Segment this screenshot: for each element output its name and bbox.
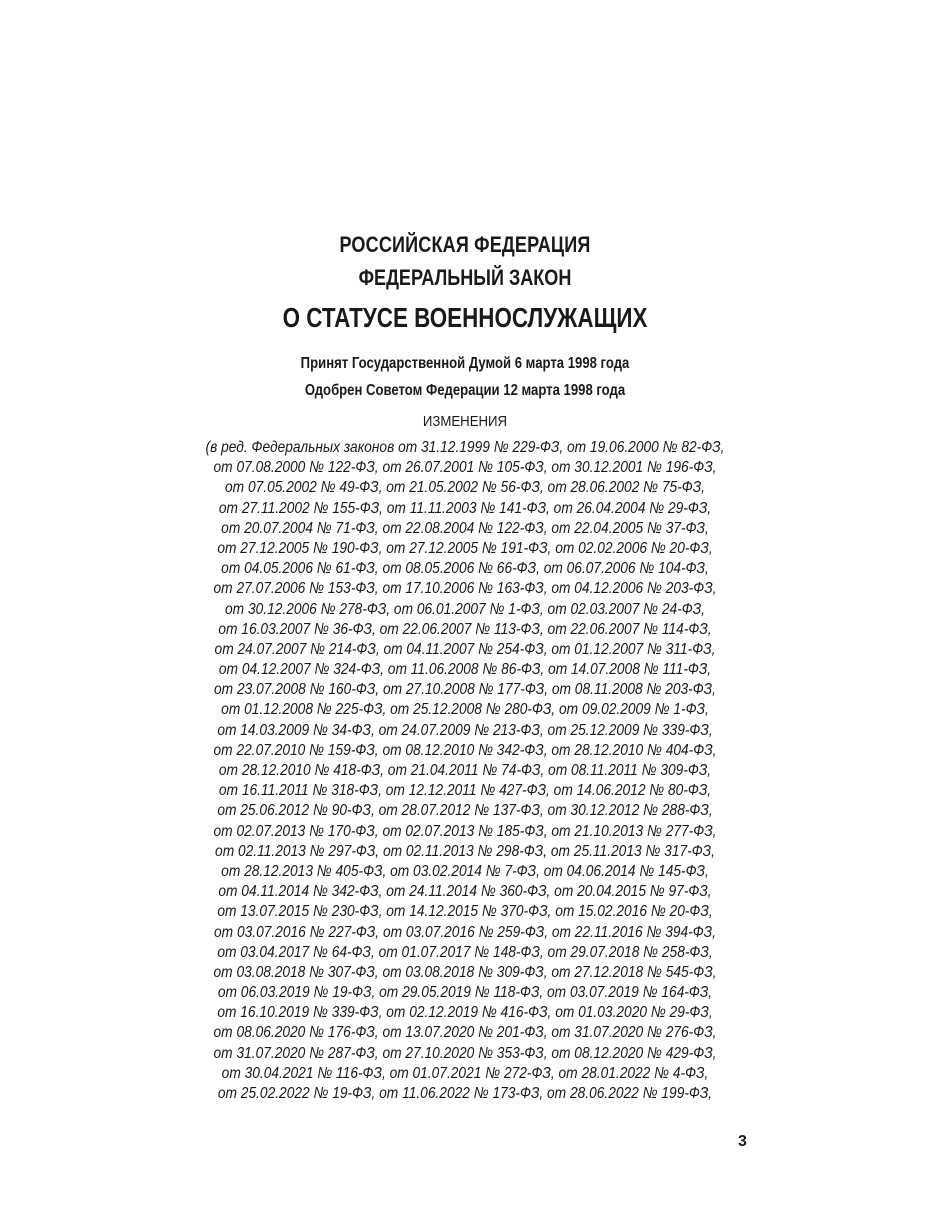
amendment-line: (в ред. Федеральных законов от 31.12.1999 № 229-ФЗ, от 19.06.2000 № 82-ФЗ, (205, 439, 725, 456)
amendment-line: от 24.07.2007 № 214-ФЗ, от 04.11.2007 № 254-ФЗ, от 01.12.2007 № 311-ФЗ, (214, 640, 716, 658)
amendment-line: от 03.04.2017 № 64-ФЗ, от 01.07.2017 № 148-ФЗ, от 29.07.2018 № 258-ФЗ, (217, 943, 713, 961)
amendment-line: от 28.12.2013 № 405-ФЗ, от 03.02.2014 № 7-ФЗ, от 04.06.2014 № 145-ФЗ, (221, 862, 709, 880)
amendment-line: от 04.05.2006 № 61-ФЗ, от 08.05.2006 № 66-ФЗ, от 06.07.2006 № 104-ФЗ, (221, 560, 709, 578)
amendment-line: от 31.07.2020 № 287-ФЗ, от 27.10.2020 № 353-ФЗ, от 08.12.2020 № 429-ФЗ, (213, 1044, 717, 1062)
amendment-line: от 06.03.2019 № 19-ФЗ, от 29.05.2019 № 118-ФЗ, от 03.07.2019 № 164-ФЗ, (217, 984, 713, 1002)
country-heading: РОССИЙСКАЯ ФЕДЕРАЦИЯ (339, 232, 591, 257)
approval-note: Одобрен Советом Федерации 12 марта 1998 года (304, 382, 626, 399)
amendment-line: от 08.06.2020 № 176-ФЗ, от 13.07.2020 № 201-ФЗ, от 31.07.2020 № 276-ФЗ, (213, 1024, 717, 1042)
law-title: О СТАТУСЕ ВОЕННОСЛУЖАЩИХ (282, 302, 648, 333)
law-type-heading: ФЕДЕРАЛЬНЫЙ ЗАКОН (358, 265, 572, 290)
amendment-line: от 04.11.2014 № 342-ФЗ, от 24.11.2014 № 360-ФЗ, от 20.04.2015 № 97-ФЗ, (218, 883, 712, 901)
amendment-line: от 20.07.2004 № 71-ФЗ, от 22.08.2004 № 122-ФЗ, от 22.04.2005 № 37-ФЗ, (221, 519, 709, 537)
amendment-line: от 25.02.2022 № 19-ФЗ, от 11.06.2022 № 173-ФЗ, от 28.06.2022 № 199-ФЗ, (217, 1085, 713, 1102)
amendment-line: от 02.11.2013 № 297-ФЗ, от 02.11.2013 № 298-ФЗ, от 25.11.2013 № 317-ФЗ, (215, 842, 715, 860)
changes-heading: ИЗМЕНЕНИЯ (422, 413, 508, 430)
amendment-line: от 03.08.2018 № 307-ФЗ, от 03.08.2018 № 309-ФЗ, от 27.12.2018 № 545-ФЗ, (213, 963, 717, 981)
amendment-line: от 07.08.2000 № 122-ФЗ, от 26.07.2001 № 105-ФЗ, от 30.12.2001 № 196-ФЗ, (213, 459, 717, 477)
amendment-line: от 04.12.2007 № 324-ФЗ, от 11.06.2008 № 86-ФЗ, от 14.07.2008 № 111-ФЗ, (218, 661, 712, 679)
amendment-line: от 23.07.2008 № 160-ФЗ, от 27.10.2008 № 177-ФЗ, от 08.11.2008 № 203-ФЗ, (214, 681, 716, 699)
amendment-line: от 25.06.2012 № 90-ФЗ, от 28.07.2012 № 137-ФЗ, от 30.12.2012 № 288-ФЗ, (217, 802, 713, 820)
amendment-line: от 16.10.2019 № 339-ФЗ, от 02.12.2019 № 416-ФЗ, от 01.03.2020 № 29-ФЗ, (217, 1004, 713, 1022)
amendment-line: от 27.07.2006 № 153-ФЗ, от 17.10.2006 № 163-ФЗ, от 04.12.2006 № 203-ФЗ, (213, 580, 717, 598)
adoption-note: Принят Государственной Думой 6 марта 1998 года (300, 355, 630, 372)
amendment-line: от 16.03.2007 № 36-ФЗ, от 22.06.2007 № 113-ФЗ, от 22.06.2007 № 114-ФЗ, (218, 620, 712, 638)
amendment-line: от 01.12.2008 № 225-ФЗ, от 25.12.2008 № 280-ФЗ, от 09.02.2009 № 1-ФЗ, (221, 701, 709, 719)
amendment-line: от 30.04.2021 № 116-ФЗ, от 01.07.2021 № 272-ФЗ, от 28.01.2022 № 4-ФЗ, (221, 1064, 709, 1082)
amendments-list (0, 438, 930, 1104)
amendment-line: от 27.12.2005 № 190-ФЗ, от 27.12.2005 № 191-ФЗ, от 02.02.2006 № 20-ФЗ, (217, 539, 713, 557)
amendment-line: от 14.03.2009 № 34-ФЗ, от 24.07.2009 № 213-ФЗ, от 25.12.2009 № 339-ФЗ, (217, 721, 713, 739)
amendment-line: от 28.12.2010 № 418-ФЗ, от 21.04.2011 № 74-ФЗ, от 08.11.2011 № 309-ФЗ, (218, 762, 712, 779)
amendment-line: от 07.05.2002 № 49-ФЗ, от 21.05.2002 № 56-ФЗ, от 28.06.2002 № 75-ФЗ, (225, 479, 705, 497)
amendment-line: от 22.07.2010 № 159-ФЗ, от 08.12.2010 № 342-ФЗ, от 28.12.2010 № 404-ФЗ, (213, 741, 717, 759)
page-number: 3 (738, 1133, 747, 1150)
amendment-line: от 02.07.2013 № 170-ФЗ, от 02.07.2013 № 185-ФЗ, от 21.10.2013 № 277-ФЗ, (213, 822, 717, 840)
amendment-line: от 16.11.2011 № 318-ФЗ, от 12.12.2011 № 427-ФЗ, от 14.06.2012 № 80-ФЗ, (218, 782, 712, 800)
amendment-line: от 03.07.2016 № 227-ФЗ, от 03.07.2016 № 259-ФЗ, от 22.11.2016 № 394-ФЗ, (214, 923, 716, 941)
amendment-line: от 30.12.2006 № 278-ФЗ, от 06.01.2007 № 1-ФЗ, от 02.03.2007 № 24-ФЗ, (225, 600, 705, 618)
amendment-line: от 13.07.2015 № 230-ФЗ, от 14.12.2015 № 370-ФЗ, от 15.02.2016 № 20-ФЗ, (217, 903, 713, 921)
amendment-line: от 27.11.2002 № 155-ФЗ, от 11.11.2003 № 141-ФЗ, от 26.04.2004 № 29-ФЗ, (218, 499, 712, 517)
